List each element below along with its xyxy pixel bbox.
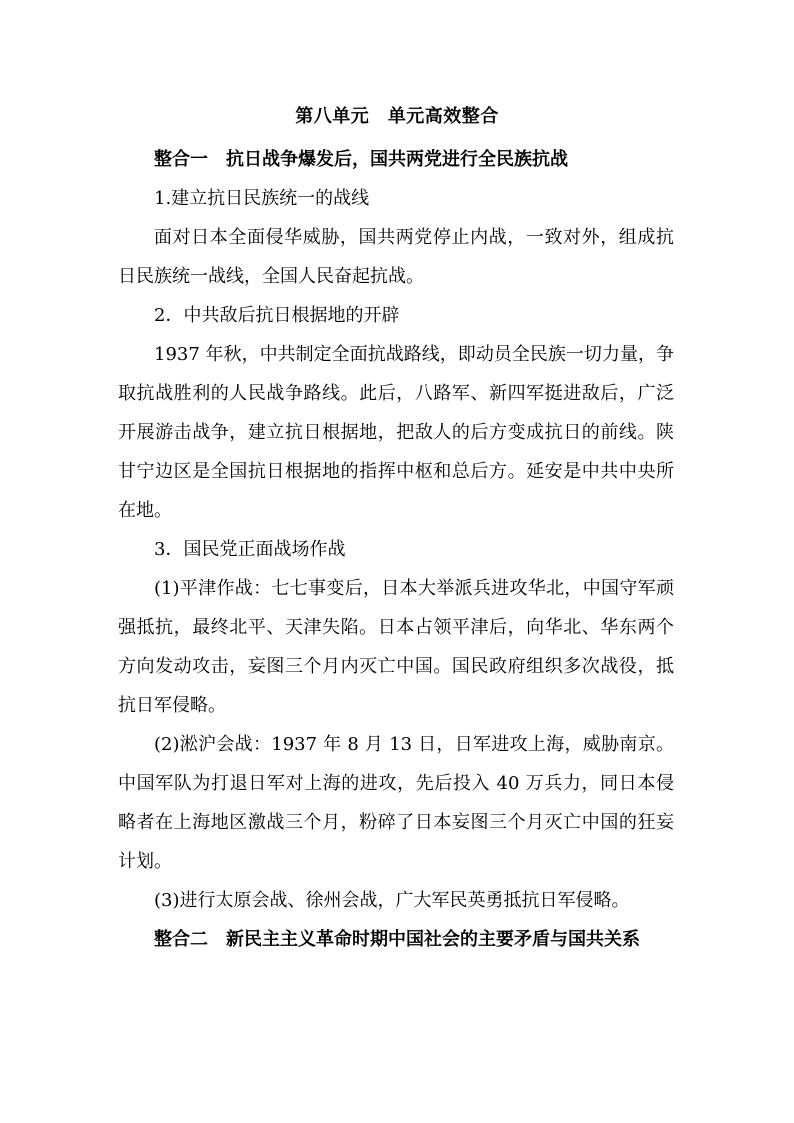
item2-paragraph: 1937 年秋，中共制定全面抗战路线，即动员全民族一切力量，争取抗战胜利的人民战争路线。此后，八路军、新四军挺进敌后，广泛开展游击战争，建立抗日根据地，把敌人的后方变成抗日的前线。陕甘宁边区是全国抗日根据地的指挥中枢和总后方。延安是中共中央所在地。 bbox=[118, 344, 674, 521]
item1-heading: 1.建立抗日民族统一的战线 bbox=[154, 188, 370, 209]
item3-paragraph-1: (1)平津作战：七七事变后，日本大举派兵进攻华北，中国守军顽强抵抗，最终北平、天津失陷。日本占领平津后，向华北、华东两个方向发动攻击，妄图三个月内灭亡中国。国民政府组织多次战役，抵抗日军侵略。 bbox=[118, 578, 674, 716]
document-body bbox=[118, 140, 674, 959]
item1-paragraph: 面对日本全面侵华威胁，国共两党停止内战，一致对外，组成抗日民族统一战线，全国人民奋起抗战。 bbox=[118, 227, 674, 287]
section1-heading: 整合一 抗日战争爆发后，国共两党进行全民族抗战 bbox=[154, 149, 568, 170]
item3-heading: 3．国民党正面战场作战 bbox=[154, 539, 346, 560]
item3-paragraph-3: (3)进行太原会战、徐州会战，广大军民英勇抵抗日军侵略。 bbox=[154, 890, 630, 911]
section2-heading: 整合二 新民主主义革命时期中国社会的主要矛盾与国共关系 bbox=[154, 929, 640, 950]
item2-heading: 2．中共敌后抗日根据地的开辟 bbox=[154, 305, 400, 326]
item3-paragraph-2: (2)淞沪会战：1937 年 8 月 13 日，日军进攻上海，威胁南京。中国军队为打退日军对上海的进攻，先后投入 40 万兵力，同日本侵略者在上海地区激战三个月，粉碎了日本妄图三个月灭亡中国的狂妄计划。 bbox=[118, 734, 674, 872]
document-title: 第八单元 单元高效整合 bbox=[295, 106, 499, 127]
